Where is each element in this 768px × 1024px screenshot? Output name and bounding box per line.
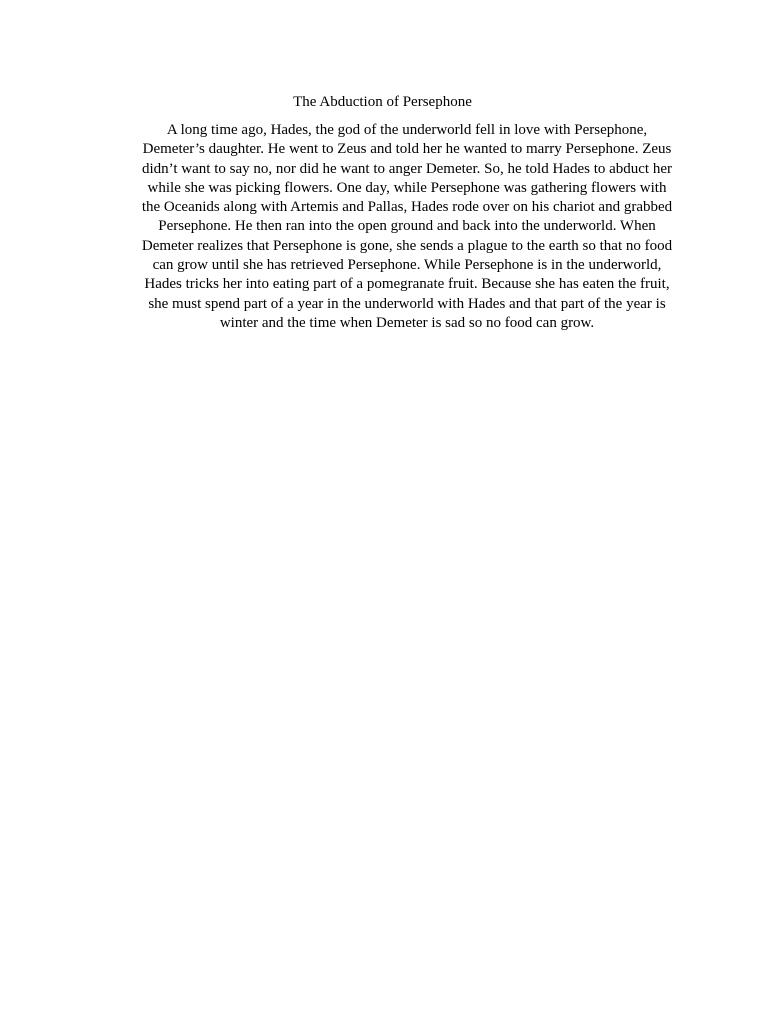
paragraph-line: A long time ago, Hades, the god of the underworld fell in love with Persephone, — [166, 122, 648, 138]
paragraph-line: the Oceanids along with Artemis and Pallas, Hades rode over on his chariot and grabbed — [141, 199, 673, 216]
document-title — [0, 93, 768, 112]
paragraph-line: Demeter realizes that Persephone is gone, she sends a plague to the earth so that no food — [141, 237, 673, 254]
paragraph-line: winter and the time when Demeter is sad so no food can grow. — [219, 314, 595, 331]
document-body-paragraph — [122, 121, 692, 333]
paragraph-line: Demeter’s daughter. He went to Zeus and told her he wanted to marry Persephone. Zeus — [142, 141, 672, 158]
paragraph-line: Persephone. He then ran into the open ground and back into the underworld. When — [158, 218, 656, 235]
paragraph-line: while she was picking flowers. One day, while Persephone was gathering flowers with — [147, 179, 667, 196]
paragraph-line: didn’t want to say no, nor did he want to anger Demeter. So, he told Hades to abduct her — [141, 160, 673, 177]
paragraph-line: she must spend part of a year in the underworld with Hades and that part of the year is — [148, 295, 666, 312]
paragraph-line: can grow until she has retrieved Persephone. While Persephone is in the underworld, — [152, 257, 662, 274]
document-title-text: The Abduction of Persephone — [293, 94, 472, 110]
paragraph-line: Hades tricks her into eating part of a pomegranate fruit. Because she has eaten the fruit, — [144, 276, 670, 293]
